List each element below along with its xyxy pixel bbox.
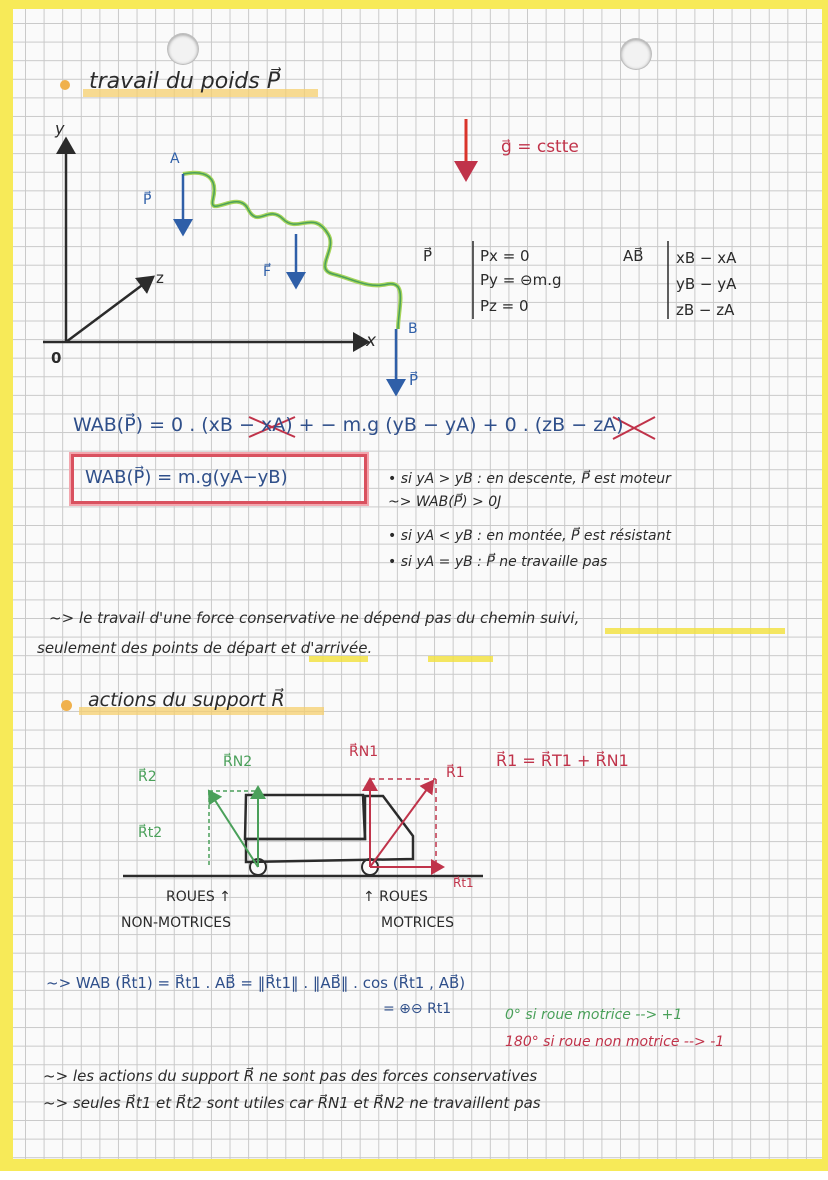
ab-vector-row-z: zB − zA (676, 301, 735, 319)
support-work-line-1: ~> WAB (R⃗t1) = R⃗t1 . AB⃗ = ‖R⃗t1‖ . ‖AB⃗‖ . cos (R⃗t1 , AB⃗) (46, 974, 466, 992)
rear-wheels-label-2: NON-MOTRICES (121, 915, 232, 931)
support-work-line-2: = ⊕⊖ Rt1 (383, 1001, 452, 1017)
label-r2: R⃗2 (138, 769, 157, 785)
gravity-label: g⃗ = cstte (501, 137, 579, 157)
rear-wheels-label-1: ROUES ↑ (166, 889, 231, 905)
truck-cab (246, 796, 413, 862)
work-result: WAB(P⃗) = m.g(yA−yB) (85, 467, 288, 488)
conclusion-line-1: ~> le travail d'une force conservative ne dépend pas du chemin suivi, (49, 609, 580, 627)
ab-vector-row-y: yB − yA (676, 275, 737, 293)
work-expansion: WAB(P⃗) = 0 . (xB − xA) + − m.g (yB − yA) + 0 . (zB − zA) (73, 414, 624, 436)
label-rn1: R⃗N1 (349, 744, 379, 760)
case-montee: • si yA < yB : en montée, P⃗ est résistant (388, 528, 671, 544)
r1-arrow (370, 781, 433, 867)
label-r1: R⃗1 (446, 765, 465, 781)
p-vector-row-x: Px = 0 (480, 247, 530, 265)
p-vector-name: P⃗ (423, 247, 433, 265)
closing-line-2: ~> seules R⃗t1 et R⃗t2 sont utiles car R⃗N1 et R⃗N2 ne travaillent pas (43, 1094, 541, 1112)
label-rt1: R⃗t1 (453, 876, 474, 890)
label-f: F⃗ (263, 264, 272, 280)
closing-line-1: ~> les actions du support R⃗ ne sont pas des forces conservatives (43, 1067, 538, 1085)
p-vector-row-z: Pz = 0 (480, 297, 529, 315)
truck-cargo (245, 795, 365, 839)
label-b: B (408, 321, 418, 337)
label-z: z (156, 269, 164, 287)
r2-arrow (209, 791, 258, 867)
note-non-motrice: 180° si roue non motrice --> -1 (505, 1034, 725, 1050)
case-egal: • si yA = yB : P⃗ ne travaille pas (388, 554, 608, 570)
label-p-bottom: P⃗ (409, 371, 419, 389)
decomposition-formula: R⃗1 = R⃗T1 + R⃗N1 (496, 751, 629, 770)
case-descente: • si yA > yB : en descente, P⃗ est moteur (388, 471, 671, 487)
label-x: x (366, 331, 377, 351)
case-moteur-result: ~> WAB(P⃗) > 0J (388, 494, 502, 510)
p-vector-row-y: Py = ⊖m.g (480, 271, 562, 289)
section-title-support: actions du support R⃗ (88, 689, 285, 711)
z-axis (66, 277, 153, 342)
note-motrice: 0° si roue motrice --> +1 (505, 1007, 683, 1023)
trajectory-path (183, 173, 401, 329)
label-a: A (170, 151, 180, 167)
conclusion-line-2: seulement des points de départ et d'arrivée. (37, 639, 373, 657)
ab-vector-row-x: xB − xA (676, 249, 737, 267)
label-rt2: R⃗t2 (138, 825, 163, 841)
label-p-left: P⃗ (143, 192, 152, 208)
ab-vector-name: AB⃗ (623, 247, 644, 265)
label-y: y (55, 119, 65, 138)
front-wheels-label-2: MOTRICES (381, 915, 455, 931)
label-origin: 0 (51, 349, 62, 367)
bullet-dot-2 (61, 700, 72, 711)
front-wheels-label-1: ↑ ROUES (363, 889, 428, 905)
label-rn2: R⃗N2 (223, 754, 253, 770)
section-title-poids: travail du poids P⃗ (89, 69, 280, 94)
